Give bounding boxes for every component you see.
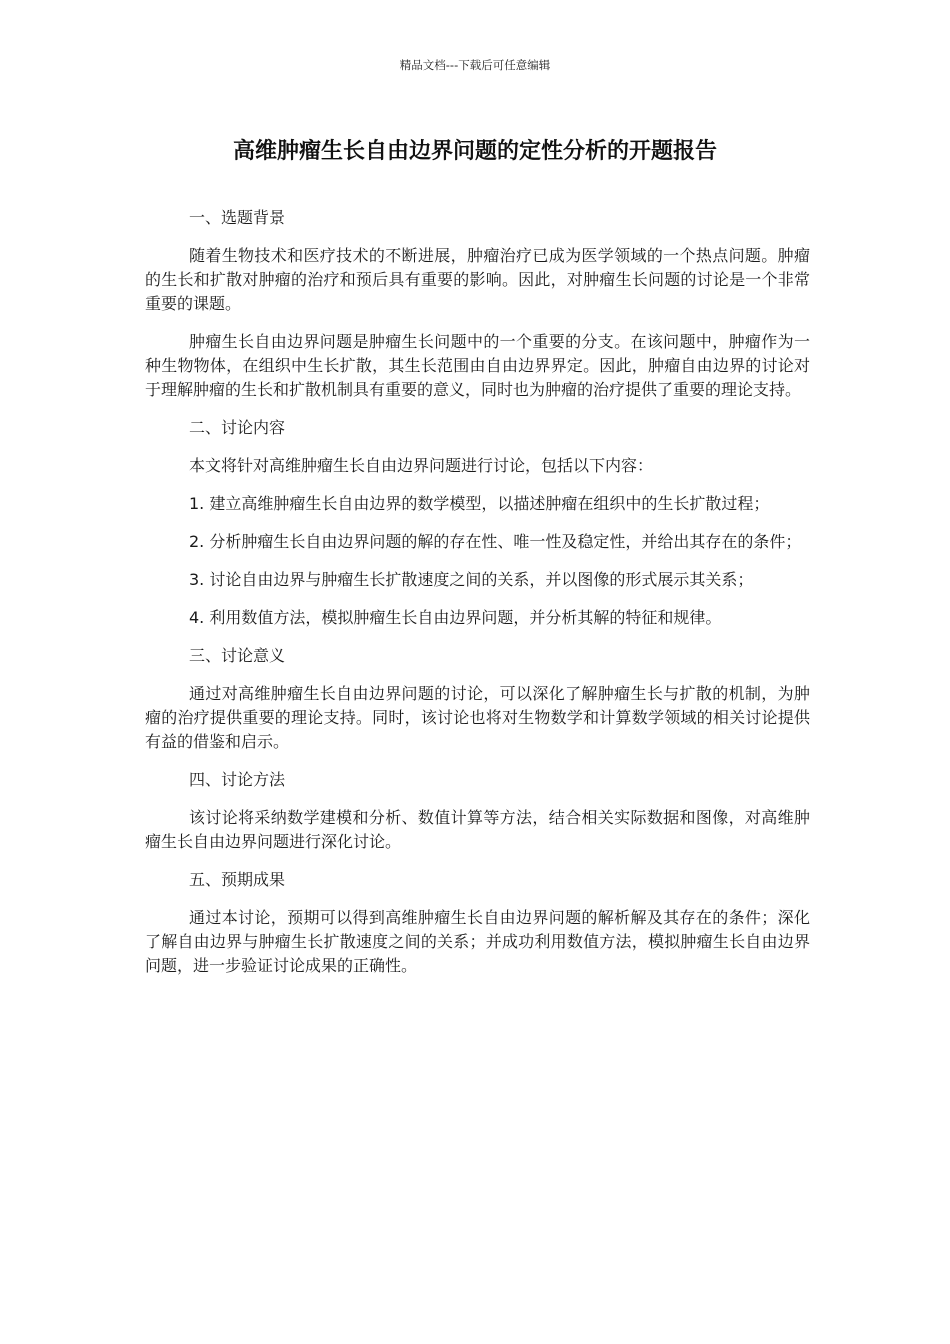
section-background [145, 206, 810, 402]
section-method [145, 768, 810, 854]
section-results [145, 868, 810, 978]
paragraph: 通过本讨论，预期可以得到高维肿瘤生长自由边界问题的解析解及其存在的条件；深化了解自由边界与肿瘤生长扩散速度之间的关系；并成功利用数值方法，模拟肿瘤生长自由边界问题，进一步验证讨论成果的正确性。 [145, 908, 810, 975]
section-heading: 三、讨论意义 [189, 646, 286, 665]
paragraph: 随着生物技术和医疗技术的不断进展，肿瘤治疗已成为医学领域的一个热点问题。肿瘤的生长和扩散对肿瘤的治疗和预后具有重要的影响。因此，对肿瘤生长问题的讨论是一个非常重要的课题。 [145, 246, 810, 313]
document-body [145, 206, 810, 992]
section-content [145, 416, 810, 630]
header-note: 精品文档---下载后可任意编辑 [399, 58, 551, 72]
document-title: 高维肿瘤生长自由边界问题的定性分析的开题报告 [232, 139, 717, 164]
paragraph: 该讨论将采纳数学建模和分析、数值计算等方法，结合相关实际数据和图像，对高维肿瘤生长自由边界问题进行深化讨论。 [145, 808, 810, 851]
paragraph: 通过对高维肿瘤生长自由边界问题的讨论，可以深化了解肿瘤生长与扩散的机制，为肿瘤的治疗提供重要的理论支持。同时，该讨论也将对生物数学和计算数学领域的相关讨论提供有益的借鉴和启示。 [145, 684, 810, 751]
paragraph: 本文将针对高维肿瘤生长自由边界问题进行讨论，包括以下内容： [189, 456, 654, 475]
list-item: 3. 讨论自由边界与肿瘤生长扩散速度之间的关系，并以图像的形式展示其关系； [189, 570, 754, 589]
section-heading: 五、预期成果 [189, 870, 286, 889]
list-item: 2. 分析肿瘤生长自由边界问题的解的存在性、唯一性及稳定性，并给出其存在的条件； [189, 532, 802, 551]
list-item: 4. 利用数值方法，模拟肿瘤生长自由边界问题，并分析其解的特征和规律。 [189, 608, 722, 627]
section-heading: 一、选题背景 [189, 208, 286, 227]
section-significance [145, 644, 810, 754]
paragraph: 肿瘤生长自由边界问题是肿瘤生长问题中的一个重要的分支。在该问题中，肿瘤作为一种生物物体，在组织中生长扩散，其生长范围由自由边界界定。因此，肿瘤自由边界的讨论对于理解肿瘤的生长和扩散机制具有重要的意义，同时也为肿瘤的治疗提供了重要的理论支持。 [145, 332, 810, 399]
section-heading: 四、讨论方法 [189, 770, 286, 789]
list-item: 1. 建立高维肿瘤生长自由边界的数学模型，以描述肿瘤在组织中的生长扩散过程； [189, 494, 770, 513]
section-heading: 二、讨论内容 [189, 418, 286, 437]
